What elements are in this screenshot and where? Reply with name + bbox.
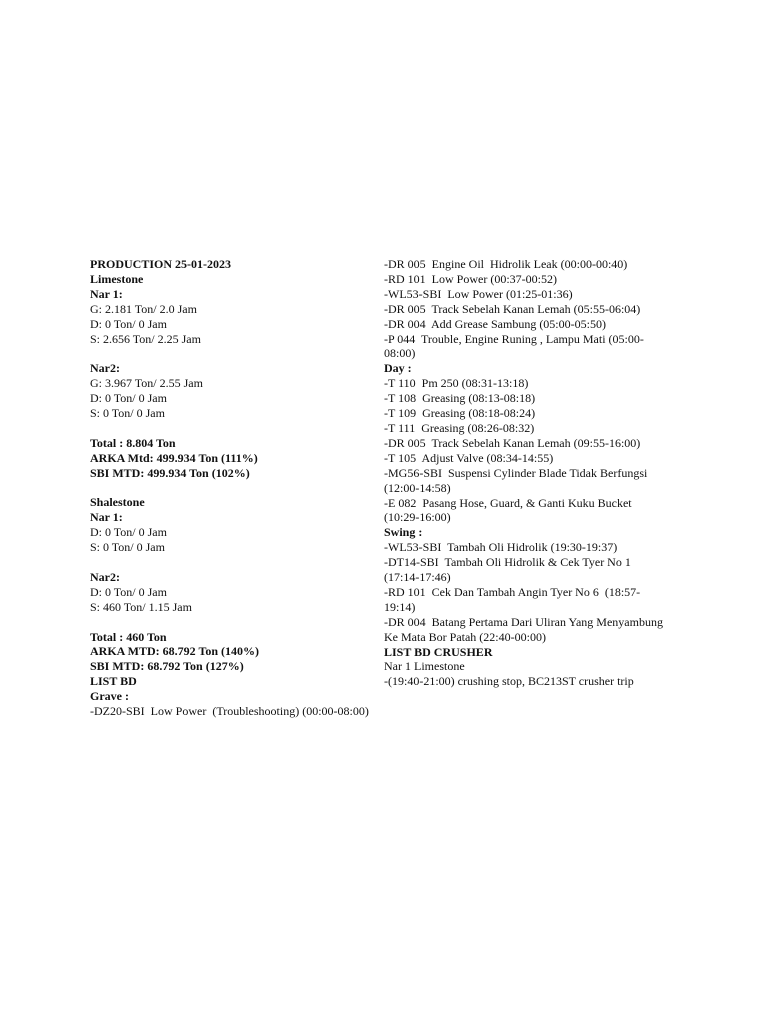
report-heading: ARKA MTD: 68.792 Ton (140%): [90, 644, 260, 659]
report-heading: Swing :: [384, 525, 423, 540]
breakdown-list-right-column: [384, 257, 669, 689]
report-line: -MG56-SBI Suspensi Cylinder Blade Tidak Berfungsi (12:00-14:58): [384, 465, 651, 495]
report-line: G: 2.181 Ton/ 2.0 Jam: [90, 301, 197, 316]
report-line: -RD 101 Cek Dan Tambah Angin Tyer No 6 (18:57-19:14): [384, 584, 641, 614]
report-line: -DR 005 Track Sebelah Kanan Lemah (09:55-16:00): [384, 435, 641, 450]
report-line: -WL53-SBI Low Power (01:25-01:36): [384, 286, 573, 301]
report-line: -WL53-SBI Tambah Oli Hidrolik (19:30-19:37): [384, 540, 618, 555]
report-line: -T 108 Greasing (08:13-08:18): [384, 391, 536, 406]
report-line: Nar 1 Limestone: [384, 659, 465, 674]
report-heading: Total : 460 Ton: [90, 629, 167, 644]
report-line: S: 0 Ton/ 0 Jam: [90, 406, 165, 421]
report-line: D: 0 Ton/ 0 Jam: [90, 584, 167, 599]
report-line: S: 2.656 Ton/ 2.25 Jam: [90, 331, 201, 346]
report-line: -RD 101 Low Power (00:37-00:52): [384, 271, 557, 286]
blank-line: [90, 615, 380, 630]
report-heading: SBI MTD: 499.934 Ton (102%): [90, 465, 250, 480]
report-heading: Grave :: [90, 689, 129, 704]
report-heading: Nar 1:: [90, 510, 123, 525]
report-line: G: 3.967 Ton/ 2.55 Jam: [90, 376, 203, 391]
report-line: D: 0 Ton/ 0 Jam: [90, 316, 167, 331]
report-heading: Total : 8.804 Ton: [90, 435, 176, 450]
report-line: -DR 005 Engine Oil Hidrolik Leak (00:00-00:40): [384, 257, 628, 271]
report-line: -E 082 Pasang Hose, Guard, & Ganti Kuku Bucket (10:29-16:00): [384, 495, 635, 525]
report-heading: SBI MTD: 68.792 Ton (127%): [90, 659, 244, 674]
report-line: -(19:40-21:00) crushing stop, BC213ST crusher trip: [384, 674, 634, 689]
report-heading: LIST BD: [90, 674, 137, 689]
blank-line: [90, 346, 380, 361]
report-line: -T 105 Adjust Valve (08:34-14:55): [384, 450, 554, 465]
report-line: D: 0 Ton/ 0 Jam: [90, 525, 167, 540]
report-heading: PRODUCTION 25-01-2023: [90, 257, 231, 271]
report-heading: Limestone: [90, 271, 144, 286]
report-line: -P 044 Trouble, Engine Runing , Lampu Mati (05:00-08:00): [384, 331, 644, 361]
report-heading: Nar 1:: [90, 286, 123, 301]
report-line: -T 110 Pm 250 (08:31-13:18): [384, 376, 529, 391]
report-line: -T 109 Greasing (08:18-08:24): [384, 406, 536, 421]
blank-line: [90, 421, 380, 436]
report-line: -DT14-SBI Tambah Oli Hidrolik & Cek Tyer No 1 (17:14-17:46): [384, 555, 634, 585]
report-heading: Shalestone: [90, 495, 145, 510]
report-line: -DZ20-SBI Low Power (Troubleshooting) (00:00-08:00): [90, 704, 369, 719]
blank-line: [90, 481, 380, 496]
report-heading: ARKA Mtd: 499.934 Ton (111%): [90, 450, 258, 465]
report-heading: Nar2:: [90, 361, 120, 376]
report-heading: LIST BD CRUSHER: [384, 644, 493, 659]
blank-line: [90, 555, 380, 570]
production-report-left-column: [90, 257, 380, 719]
report-line: -T 111 Greasing (08:26-08:32): [384, 420, 535, 435]
report-line: -DR 005 Track Sebelah Kanan Lemah (05:55-06:04): [384, 301, 641, 316]
report-line: S: 0 Ton/ 0 Jam: [90, 540, 165, 555]
report-line: -DR 004 Batang Pertama Dari Uliran Yang Menyambung Ke Mata Bor Patah (22:40-00:00): [384, 614, 666, 644]
report-line: S: 460 Ton/ 1.15 Jam: [90, 599, 192, 614]
report-line: D: 0 Ton/ 0 Jam: [90, 391, 167, 406]
report-heading: Nar2:: [90, 569, 120, 584]
report-heading: Day :: [384, 361, 412, 376]
report-line: -DR 004 Add Grease Sambung (05:00-05:50): [384, 316, 606, 331]
